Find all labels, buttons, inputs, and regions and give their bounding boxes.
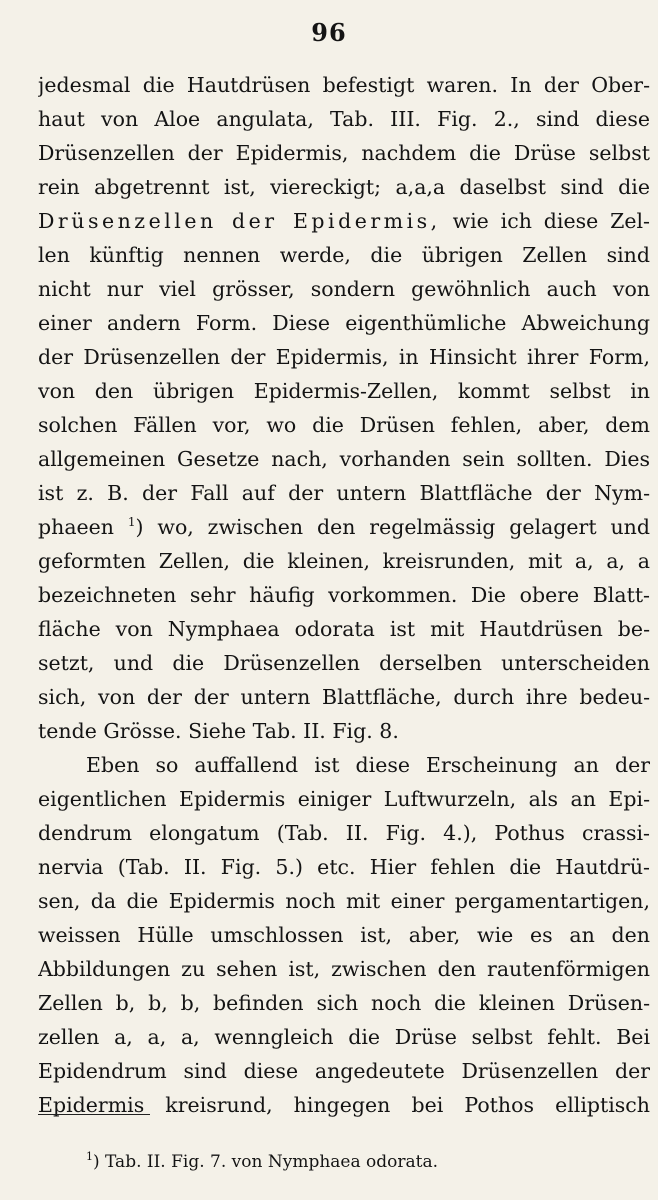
text-line: weissen Hülle umschlossen ist, aber, wie es an den <box>38 923 650 947</box>
footnote-reference: 1 <box>127 515 136 529</box>
text-line: nicht nur viel grösser, sondern gewöhnlich auch von <box>38 277 650 301</box>
text-line <box>38 204 650 238</box>
text-line: ist z. B. der Fall auf der untern Blattfläche der Nym- <box>38 481 650 505</box>
text-line: len künftig nennen werde, die übrigen Zellen sind <box>38 243 650 267</box>
paragraph-first-line: Eben so auffallend ist diese Erscheinung an der <box>86 753 650 777</box>
text-line-head: phaeen <box>38 515 115 539</box>
footnote-divider <box>38 1114 150 1115</box>
text-line: setzt, und die Drüsenzellen derselben unterscheiden <box>38 651 650 675</box>
emphasized-term: Drüsenzellen der Epidermis, <box>38 209 441 233</box>
text-line: rein abgetrennt ist, viereckigt; a,a,a daselbst sind die <box>38 175 650 199</box>
text-line: fläche von Nymphaea odorata ist mit Hautdrüsen be- <box>38 617 650 641</box>
text-line: haut von Aloe angulata, Tab. III. Fig. 2., sind diese <box>38 107 650 131</box>
text-line: Drüsenzellen der Epidermis, nachdem die Drüse selbst <box>38 141 650 165</box>
text-line: Abbildungen zu sehen ist, zwischen den rautenförmigen <box>38 957 650 981</box>
text-line-tail: wie ich diese Zel- <box>440 209 650 233</box>
text-line: der Drüsenzellen der Epidermis, in Hinsicht ihrer Form, <box>38 345 650 369</box>
text-line: Epidendrum sind diese angedeutete Drüsenzellen der <box>38 1059 650 1083</box>
text-line: sen, da die Epidermis noch mit einer pergamentartigen, <box>38 889 650 913</box>
text-line: nervia (Tab. II. Fig. 5.) etc. Hier fehlen die Hautdrü- <box>38 855 650 879</box>
text-line: jedesmal die Hautdrüsen befestigt waren. In der Ober- <box>38 73 650 97</box>
text-line: bezeichneten sehr häufig vorkommen. Die obere Blatt- <box>38 583 650 607</box>
text-line: sich, von der der untern Blattfläche, durch ihre bedeu- <box>38 685 650 709</box>
text-line: solchen Fällen vor, wo die Drüsen fehlen, aber, dem <box>38 413 650 437</box>
body-text <box>38 68 650 1122</box>
text-line: zellen a, a, a, wenngleich die Drüse selbst fehlt. Bei <box>38 1025 650 1049</box>
text-line: tende Grösse. Siehe Tab. II. Fig. 8. <box>38 719 399 743</box>
footnote-text: ) Tab. II. Fig. 7. von Nymphaea odorata. <box>93 1152 439 1172</box>
text-line: von den übrigen Epidermis-Zellen, kommt selbst in <box>38 379 650 403</box>
page-number: 96 <box>311 18 347 47</box>
text-line: Epidermis kreisrund, hingegen bei Pothos elliptisch <box>38 1093 650 1117</box>
text-line-tail: ) wo, zwischen den regelmässig gelagert und <box>135 515 650 539</box>
text-line: einer andern Form. Diese eigenthümliche Abweichung <box>38 311 650 335</box>
text-line: eigentlichen Epidermis einiger Luftwurzeln, als an Epi- <box>38 787 650 811</box>
text-line: geformten Zellen, die kleinen, kreisrunden, mit a, a, a <box>38 549 650 573</box>
text-line <box>38 510 650 544</box>
text-line: dendrum elongatum (Tab. II. Fig. 4.), Pothus crassi- <box>38 821 650 845</box>
footnote <box>86 1150 438 1174</box>
footnote-marker: 1 <box>86 1150 93 1163</box>
text-line: allgemeinen Gesetze nach, vorhanden sein sollten. Dies <box>38 447 650 471</box>
text-line: Zellen b, b, b, befinden sich noch die kleinen Drüsen- <box>38 991 650 1015</box>
